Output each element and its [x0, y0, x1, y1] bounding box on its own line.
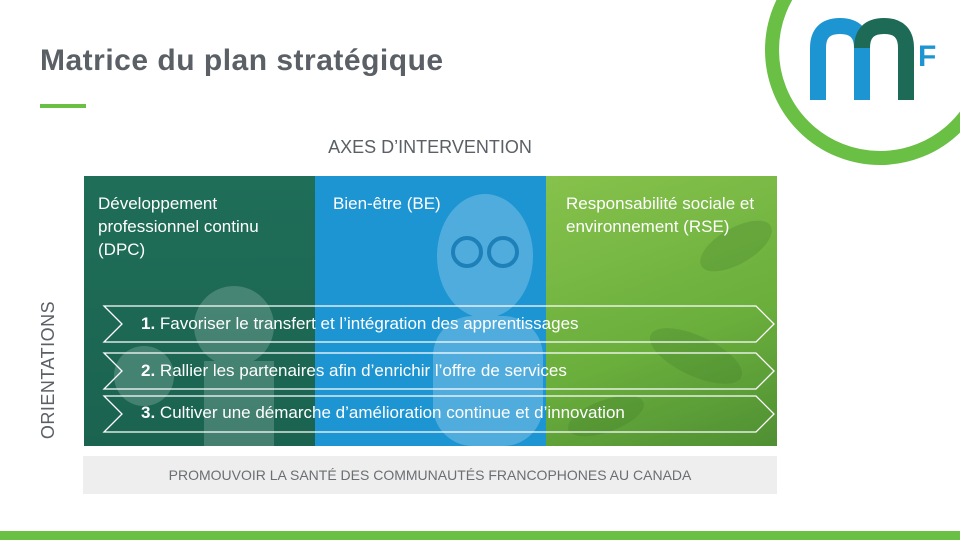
orientation-arrows	[84, 176, 777, 446]
footer-banner	[83, 456, 777, 494]
orientation-2-number: 2.	[141, 361, 156, 380]
mf-logo-icon	[760, 0, 960, 170]
column-label-be: Bien-être (BE)	[333, 194, 441, 213]
column-label-dpc: Développement professionnel continu (DPC)	[98, 194, 259, 259]
bottom-accent-bar	[0, 531, 960, 540]
orientation-1-number: 1.	[141, 314, 156, 333]
orientation-1-text: Favoriser le transfert et l’intégration des apprentissages	[159, 314, 579, 333]
footer-banner-text: PROMOUVOIR LA SANTÉ DES COMMUNAUTÉS FRANCOPHONES AU CANADA	[168, 467, 692, 483]
page-title: Matrice du plan stratégique	[40, 44, 444, 77]
orientation-2-label	[141, 361, 567, 381]
orientation-1-label	[141, 314, 579, 334]
orientation-3-label	[141, 403, 625, 423]
svg-text:F: F	[918, 40, 937, 73]
column-label-rse: Responsabilité sociale et environnement (RSE)	[566, 194, 755, 236]
title-underline	[40, 104, 86, 108]
orientations-label: ORIENTATIONS	[38, 300, 58, 440]
orientation-3-text: Cultiver une démarche d’amélioration continue et d’innovation	[159, 403, 625, 422]
orientation-3-number: 3.	[141, 403, 156, 422]
axes-header: AXES D’INTERVENTION	[328, 137, 532, 157]
orientation-2-text: Rallier les partenaires afin d’enrichir l’offre de services	[159, 361, 567, 380]
